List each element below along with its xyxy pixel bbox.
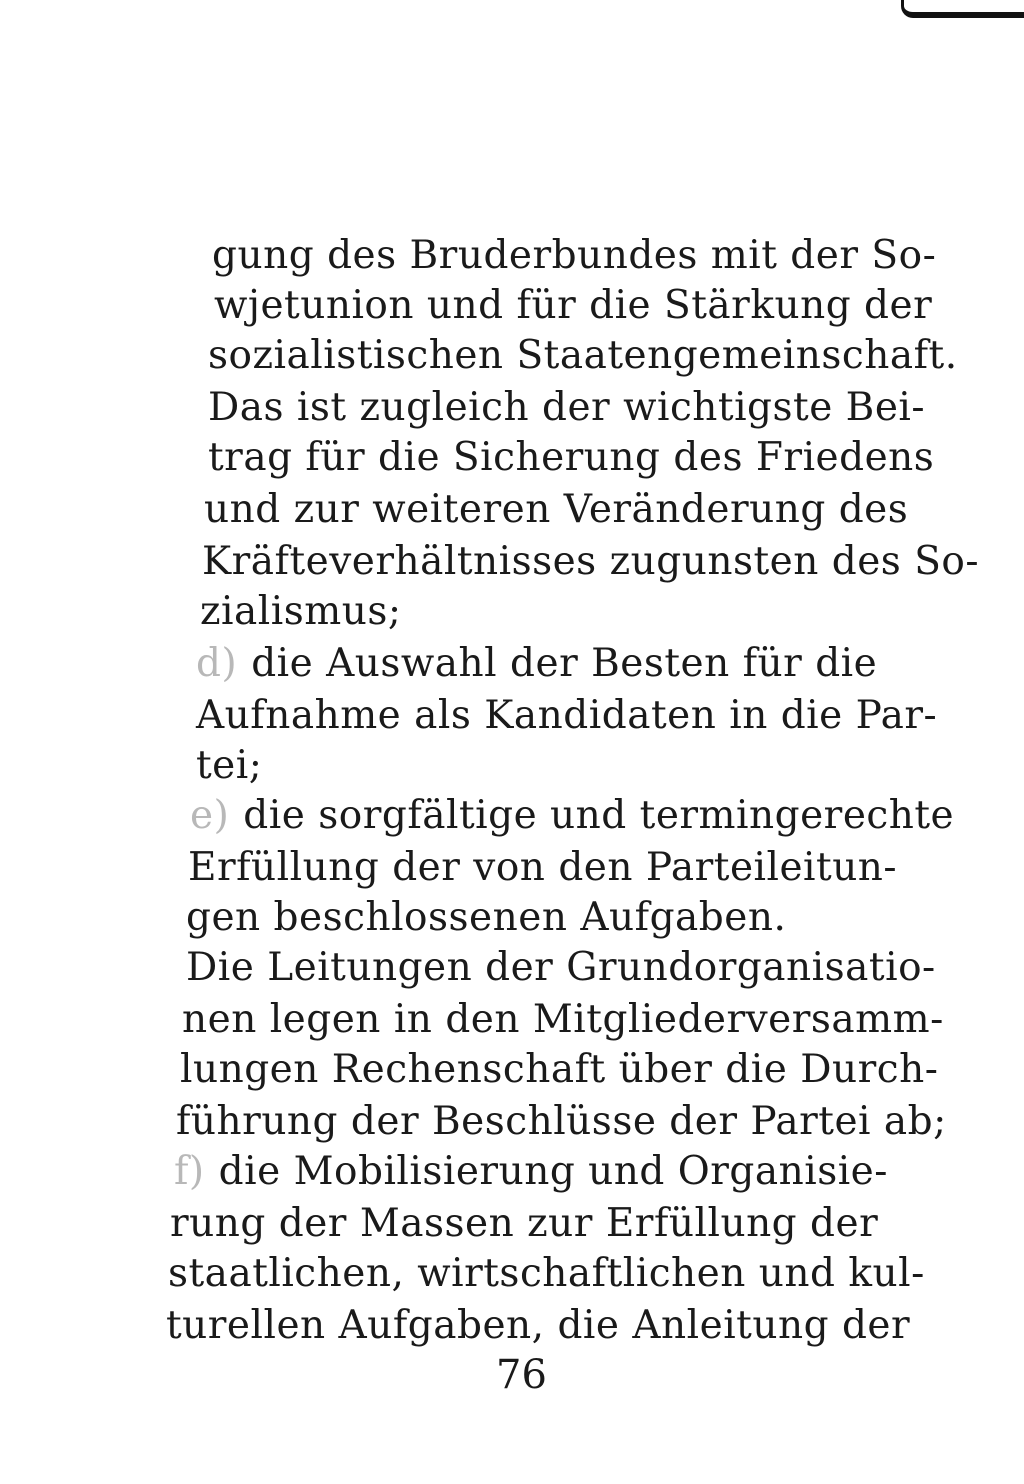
text-line: Kräfteverhältnisses zugunsten des So-	[202, 539, 980, 584]
text-line: sozialistischen Staatengemeinschaft.	[208, 333, 958, 378]
text-line: rung der Massen zur Erfüllung der	[170, 1201, 879, 1246]
text-line: nen legen in den Mitgliederversamm-	[182, 997, 944, 1042]
text-line: trag für die Sicherung des Friedens	[208, 435, 935, 480]
text-line: Das ist zugleich der wichtigste Bei-	[208, 385, 926, 430]
text-line: gung des Bruderbundes mit der So-	[212, 233, 937, 278]
text-line: die Auswahl der Besten für die	[251, 641, 878, 686]
list-item-f	[174, 1148, 888, 1196]
text-line: Erfüllung der von den Parteileitun-	[188, 845, 898, 890]
text-line: tei;	[196, 743, 263, 788]
list-item-e	[190, 792, 954, 840]
text-line: führung der Beschlüsse der Partei ab;	[176, 1099, 947, 1144]
text-line: und zur weiteren Veränderung des	[204, 487, 909, 532]
list-item-d	[196, 640, 877, 688]
scan-edge-mark	[901, 0, 1024, 18]
text-line: lungen Rechenschaft über die Durch-	[180, 1047, 939, 1092]
text-line: Die Leitungen der Grundorganisatio-	[186, 945, 936, 990]
text-line: turellen Aufgaben, die Anleitung der	[166, 1303, 911, 1348]
text-line: zialismus;	[200, 589, 402, 634]
text-line: die sorgfältige und termingerechte	[243, 793, 955, 838]
list-label-d: d)	[196, 641, 238, 686]
text-line: Aufnahme als Kandidaten in die Par-	[196, 693, 938, 738]
page-number: 76	[496, 1352, 547, 1398]
list-label-f: f)	[174, 1149, 205, 1194]
text-line: gen beschlossenen Aufgaben.	[186, 895, 787, 940]
list-label-e: e)	[190, 793, 230, 838]
text-line: die Mobilisierung und Organisie-	[218, 1149, 888, 1194]
text-line: wjetunion und für die Stärkung der	[214, 283, 933, 328]
text-line: staatlichen, wirtschaftlichen und kul-	[168, 1251, 925, 1296]
